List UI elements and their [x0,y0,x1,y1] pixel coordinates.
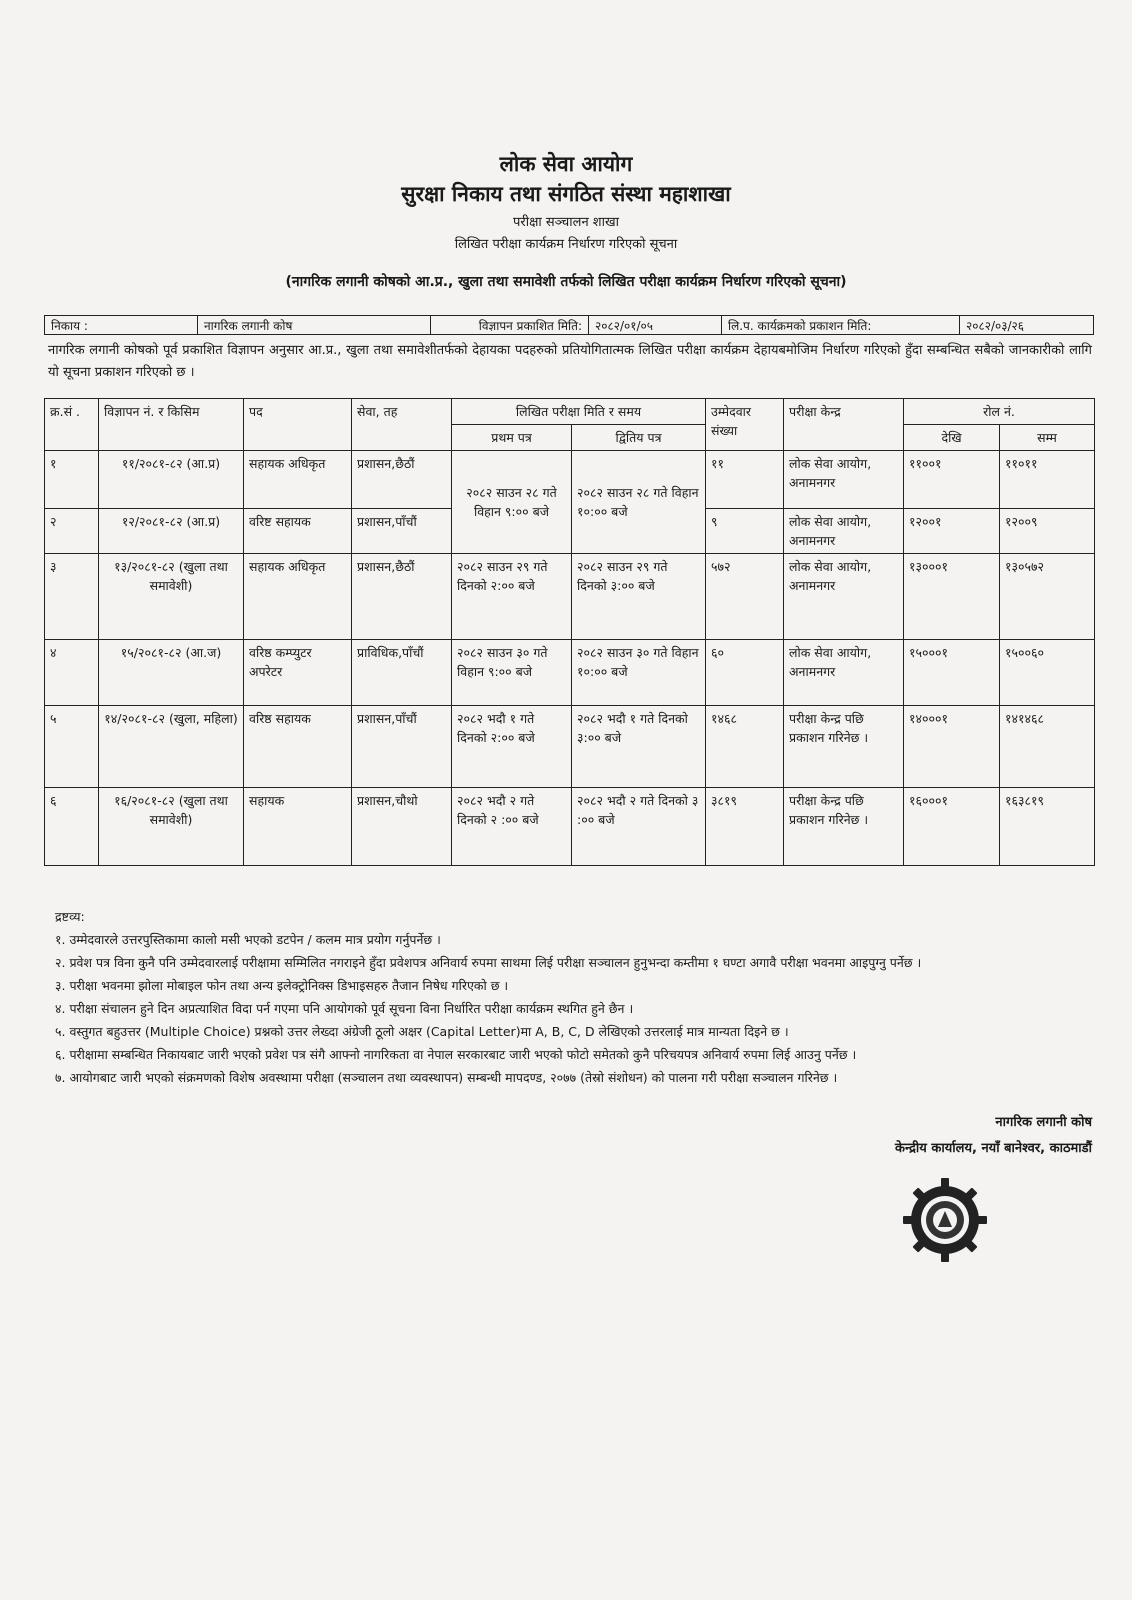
cell-roll-to: १२००९ [1000,509,1095,554]
table-row [45,640,1095,706]
cell-service: प्रशासन,चौथो [352,788,452,866]
header-division: सुरक्षा निकाय तथा संगठित संस्था महाशाखा [401,182,731,206]
header-notice: लिखित परीक्षा कार्यक्रम निर्धारण गरिएको सूचना [454,237,678,252]
cell-roll-to: १६३८१९ [1000,788,1095,866]
notice-subtitle: (नागरिक लगानी कोषको आ.प्र., खुला तथा समावेशी तर्फको लिखित परीक्षा कार्यक्रम निर्धारण गरिएको सूचना) [285,274,847,290]
cell-service: प्रशासन,पाँचौं [352,509,452,554]
note-item: २. प्रवेश पत्र विना कुनै पनि उम्मेदवारलाई परीक्षामा सम्मिलित नगराइने हुँदा प्रवेशपत्र अनिवार्य रुपमा साथमा लिई परीक्षा सञ्चालन हुनुभन्दा कम्तीमा १ घण्टा अगावै परीक्षा भवनमा आइपुग्नु पर्नेछ । [55,955,922,970]
ad-date-value: २०८२/०१/०५ [589,316,722,335]
col-header-post: पद [244,399,352,451]
table-row [45,706,1095,788]
signature-address: केन्द्रीय कार्यालय, नयाँ बानेश्वर, काठमाडौं [895,1141,1092,1156]
cell-center: लोक सेवा आयोग, अनामनगर [784,640,904,706]
cell-count: ३८१९ [706,788,784,866]
cell-roll-to: १५००६० [1000,640,1095,706]
cell-ad-no: १३/२०८१-८२ (खुला तथा समावेशी) [99,554,244,640]
cell-roll-from: १५०००१ [904,640,1000,706]
cell-sn: ३ [45,554,99,640]
cell-roll-to: १४१४६८ [1000,706,1095,788]
cell-roll-from: १२००१ [904,509,1000,554]
cell-paper1: २०८२ साउन ३० गते विहान ९:०० बजे [452,640,572,706]
cell-paper2: २०८२ साउन ३० गते विहान १०:०० बजे [572,640,706,706]
cell-count: ५७२ [706,554,784,640]
col-header-roll: रोल नं. [904,399,1095,425]
cell-center: लोक सेवा आयोग, अनामनगर [784,509,904,554]
cell-sn: ४ [45,640,99,706]
notes-title: द्रष्टव्य: [55,909,85,924]
schedule-date-value: २०८२/०३/२६ [960,316,1094,335]
cell-paper1: २०८२ साउन २८ गते विहान ९:०० बजे [452,451,572,554]
cell-roll-from: १४०००१ [904,706,1000,788]
note-item: ७. आयोगबाट जारी भएको संक्रमणको विशेष अवस्थामा परीक्षा (सञ्चालन तथा व्यवस्थापन) सम्बन्धी मापदण्ड, २०७७ (तेस्रो संशोधन) को पालना गरी परीक्षा सञ्चालन गरिनेछ । [55,1070,838,1085]
cell-center: परीक्षा केन्द्र पछि प्रकाशन गरिनेछ । [784,788,904,866]
header-title: लोक सेवा आयोग [499,152,633,176]
ad-date-label: विज्ञापन प्रकाशित मिति: [431,316,589,335]
notes-section [55,905,1095,1089]
col-header-sn: क्र.सं . [45,399,99,451]
intro-paragraph: नागरिक लगानी कोषको पूर्व प्रकाशित विज्ञापन अनुसार आ.प्र., खुला तथा समावेशीतर्फको देहायका पदहरुको प्रतियोगितात्मक लिखित परीक्षा कार्यक्रम देहायबमोजिम निर्धारण गरिएको हुँदा सम्बन्धित सबैको जानकारीको लागि यो सूचना प्रकाशन गरिएको छ । [48,343,1092,380]
note-item: ३. परीक्षा भवनमा झोला मोबाइल फोन तथा अन्य इलेक्ट्रोनिक्स डिभाइसहरु तैजान निषेध गरिएको छ । [55,978,509,993]
note-item: १. उम्मेदवारले उत्तरपुस्तिकामा कालो मसी भएको डटपेन / कलम मात्र प्रयोग गर्नुपर्नेछ । [55,932,441,947]
cell-center: लोक सेवा आयोग, अनामनगर [784,554,904,640]
schedule-date-label: लि.प. कार्यक्रमको प्रकाशन मिति: [722,316,960,335]
cell-post: सहायक अधिकृत [244,451,352,509]
cell-center: लोक सेवा आयोग, अनामनगर [784,451,904,509]
note-item: ४. परीक्षा संचालन हुने दिन अप्रत्याशित विदा पर्न गएमा पनि आयोगको पूर्व सूचना विना निर्धारित परीक्षा कार्यक्रम स्थगित हुने छैन । [55,1001,634,1016]
cell-paper2: २०८२ भदौ २ गते दिनको ३ :०० बजे [572,788,706,866]
cell-count: ६० [706,640,784,706]
col-header-center: परीक्षा केन्द्र [784,399,904,451]
cell-paper1: २०८२ साउन २९ गते दिनको २:०० बजे [452,554,572,640]
col-header-service: सेवा, तह [352,399,452,451]
table-row [45,788,1095,866]
organization-seal-icon [900,1175,990,1265]
col-header-exam: लिखित परीक्षा मिति र समय [452,399,706,425]
col-header-ad-no: विज्ञापन नं. र किसिम [99,399,244,451]
cell-post: सहायक अधिकृत [244,554,352,640]
cell-service: प्रशासन,छैठौं [352,554,452,640]
meta-table [44,315,1094,335]
cell-sn: ६ [45,788,99,866]
cell-post: वरिष्ठ सहायक [244,706,352,788]
cell-sn: २ [45,509,99,554]
cell-post: वरिष्ठ कम्प्युटर अपरेटर [244,640,352,706]
cell-paper2: २०८२ साउन २८ गते विहान १०:०० बजे [572,451,706,554]
cell-post: वरिष्ट सहायक [244,509,352,554]
cell-roll-from: ११००१ [904,451,1000,509]
cell-roll-to: १३०५७२ [1000,554,1095,640]
cell-ad-no: १४/२०८१-८२ (खुला, महिला) [99,706,244,788]
cell-ad-no: ११/२०८१-८२ (आ.प्र) [99,451,244,509]
header-branch: परीक्षा सञ्चालन शाखा [513,215,619,230]
cell-paper2: २०८२ साउन २९ गते दिनको ३:०० बजे [572,554,706,640]
cell-post: सहायक [244,788,352,866]
cell-paper2: २०८२ भदौ १ गते दिनको ३:०० बजे [572,706,706,788]
cell-roll-from: १३०००१ [904,554,1000,640]
cell-service: प्रशासन,छैठौं [352,451,452,509]
col-header-to: सम्म [1000,425,1095,451]
col-header-paper2: द्वितिय पत्र [572,425,706,451]
table-header-row [45,399,1095,425]
table-row [45,554,1095,640]
col-header-from: देखि [904,425,1000,451]
cell-count: १४६८ [706,706,784,788]
cell-roll-to: ११०११ [1000,451,1095,509]
col-header-paper1: प्रथम पत्र [452,425,572,451]
cell-paper1: २०८२ भदौ २ गते दिनको २ :०० बजे [452,788,572,866]
cell-paper1: २०८२ भदौ १ गते दिनको २:०० बजे [452,706,572,788]
cell-service: प्राविधिक,पाँचौं [352,640,452,706]
cell-ad-no: १६/२०८१-८२ (खुला तथा समावेशी) [99,788,244,866]
cell-sn: १ [45,451,99,509]
signature-org: नागरिक लगानी कोष [995,1115,1092,1130]
note-item: ५. वस्तुगत बहुउत्तर (Multiple Choice) प्रश्नको उत्तर लेख्दा अंग्रेजी ठूलो अक्षर (Capital Letter)मा A, B, C, D लेखिएको उत्तरलाई मात्र मान्यता दिइने छ । [55,1024,789,1039]
cell-ad-no: १२/२०८१-८२ (आ.प्र) [99,509,244,554]
cell-sn: ५ [45,706,99,788]
org-label: निकाय : [45,316,198,335]
table-row [45,451,1095,509]
cell-count: ९ [706,509,784,554]
col-header-count: उम्मेदवार संख्या [706,399,784,451]
cell-service: प्रशासन,पाँचौं [352,706,452,788]
cell-center: परीक्षा केन्द्र पछि प्रकाशन गरिनेछ । [784,706,904,788]
cell-roll-from: १६०००१ [904,788,1000,866]
note-item: ६. परीक्षामा सम्बन्धित निकायबाट जारी भएको प्रवेश पत्र संगै आफ्नो नागरिकता वा नेपाल सरकारबाट जारी भएको फोटो समेतको कुनै परिचयपत्र अनिवार्य रुपमा लिई आउनु पर्नेछ । [55,1047,857,1062]
org-value: नागरिक लगानी कोष [198,316,431,335]
cell-ad-no: १५/२०८१-८२ (आ.ज) [99,640,244,706]
cell-count: ११ [706,451,784,509]
exam-schedule-table [44,398,1095,866]
